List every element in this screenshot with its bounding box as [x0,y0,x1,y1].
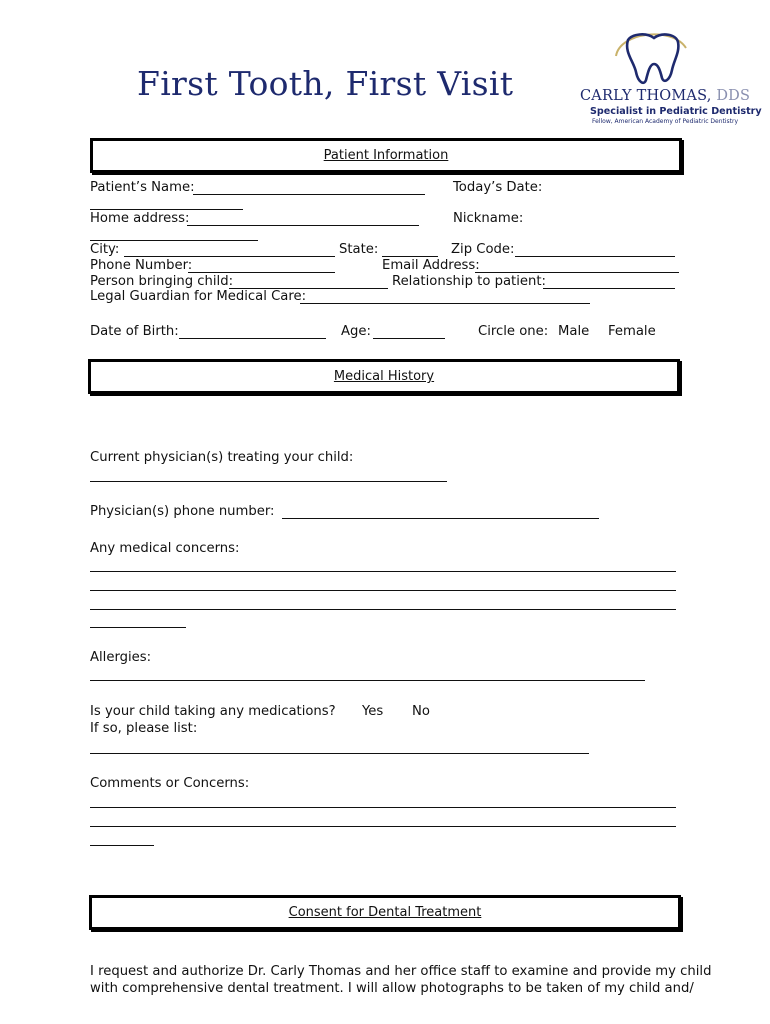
comments-line[interactable] [90,845,154,846]
age-label: Age: [341,324,371,339]
home-address-field[interactable] [187,225,419,226]
logo-name: CARLY THOMAS, [580,88,712,104]
comments-label: Comments or Concerns: [90,776,250,791]
section-title: Medical History [333,369,435,384]
zip-field[interactable] [515,256,675,257]
medications-no-option[interactable]: No [412,704,430,719]
guardian-field[interactable] [300,303,590,304]
logo-dds: DDS [716,88,751,104]
home-address-label: Home address: [90,211,190,226]
email-label: Email Address: [382,258,480,273]
section-title: Consent for Dental Treatment [288,905,482,920]
guardian-label: Legal Guardian for Medical Care: [90,289,307,304]
city-field[interactable] [124,256,335,257]
section-title: Patient Information [323,148,449,163]
patient-name-field-cont[interactable] [90,209,243,210]
medications-label: Is your child taking any medications? [90,704,336,719]
consent-text-line-2: with comprehensive dental treatment. I will allow photographs to be taken of my child and/ [90,981,694,996]
dob-label: Date of Birth: [90,324,179,339]
medical-concerns-line[interactable] [90,627,186,628]
physician-phone-label: Physician(s) phone number: [90,504,275,519]
medical-concerns-line[interactable] [90,609,676,610]
phone-label: Phone Number: [90,258,193,273]
state-label: State: [339,242,379,257]
person-bringing-label: Person bringing child: [90,274,234,289]
form-title: First Tooth, First Visit [137,64,514,103]
email-field[interactable] [475,272,679,273]
age-field[interactable] [373,338,445,339]
section-patient-information [90,138,682,173]
phone-field[interactable] [188,272,335,273]
please-list-label: If so, please list: [90,721,198,736]
comments-line[interactable] [90,807,676,808]
sex-option-female[interactable]: Female [608,324,656,339]
logo-subline: Fellow, American Academy of Pediatric Dentistry [592,118,739,125]
state-field[interactable] [382,256,438,257]
patient-name-label: Patient’s Name: [90,180,195,195]
medical-concerns-line[interactable] [90,590,676,591]
logo-tagline: Specialist in Pediatric Dentistry [590,106,762,117]
home-address-field-cont[interactable] [90,240,258,241]
medications-yes-option[interactable]: Yes [362,704,384,719]
todays-date-label: Today’s Date: [453,180,543,195]
practice-logo [572,26,762,128]
tooth-logo-icon [572,26,752,88]
allergies-label: Allergies: [90,650,152,665]
section-consent [89,895,681,930]
physicians-field[interactable] [90,481,447,482]
section-medical-history [88,359,680,394]
medications-list-field[interactable] [90,753,589,754]
dob-field[interactable] [179,338,326,339]
zip-label: Zip Code: [451,242,515,257]
medical-concerns-line[interactable] [90,571,676,572]
relationship-label: Relationship to patient: [392,274,546,289]
city-label: City: [90,242,120,257]
physicians-label: Current physician(s) treating your child: [90,450,354,465]
circle-one-label: Circle one: [478,324,549,339]
medical-concerns-label: Any medical concerns: [90,541,240,556]
physician-phone-field[interactable] [282,518,599,519]
sex-option-male[interactable]: Male [558,324,590,339]
relationship-field[interactable] [543,288,675,289]
patient-name-field[interactable] [193,194,425,195]
allergies-field[interactable] [90,680,645,681]
nickname-label: Nickname: [453,211,524,226]
consent-text-line-1: I request and authorize Dr. Carly Thomas and her office staff to examine and provide my child [90,964,712,979]
comments-line[interactable] [90,826,676,827]
